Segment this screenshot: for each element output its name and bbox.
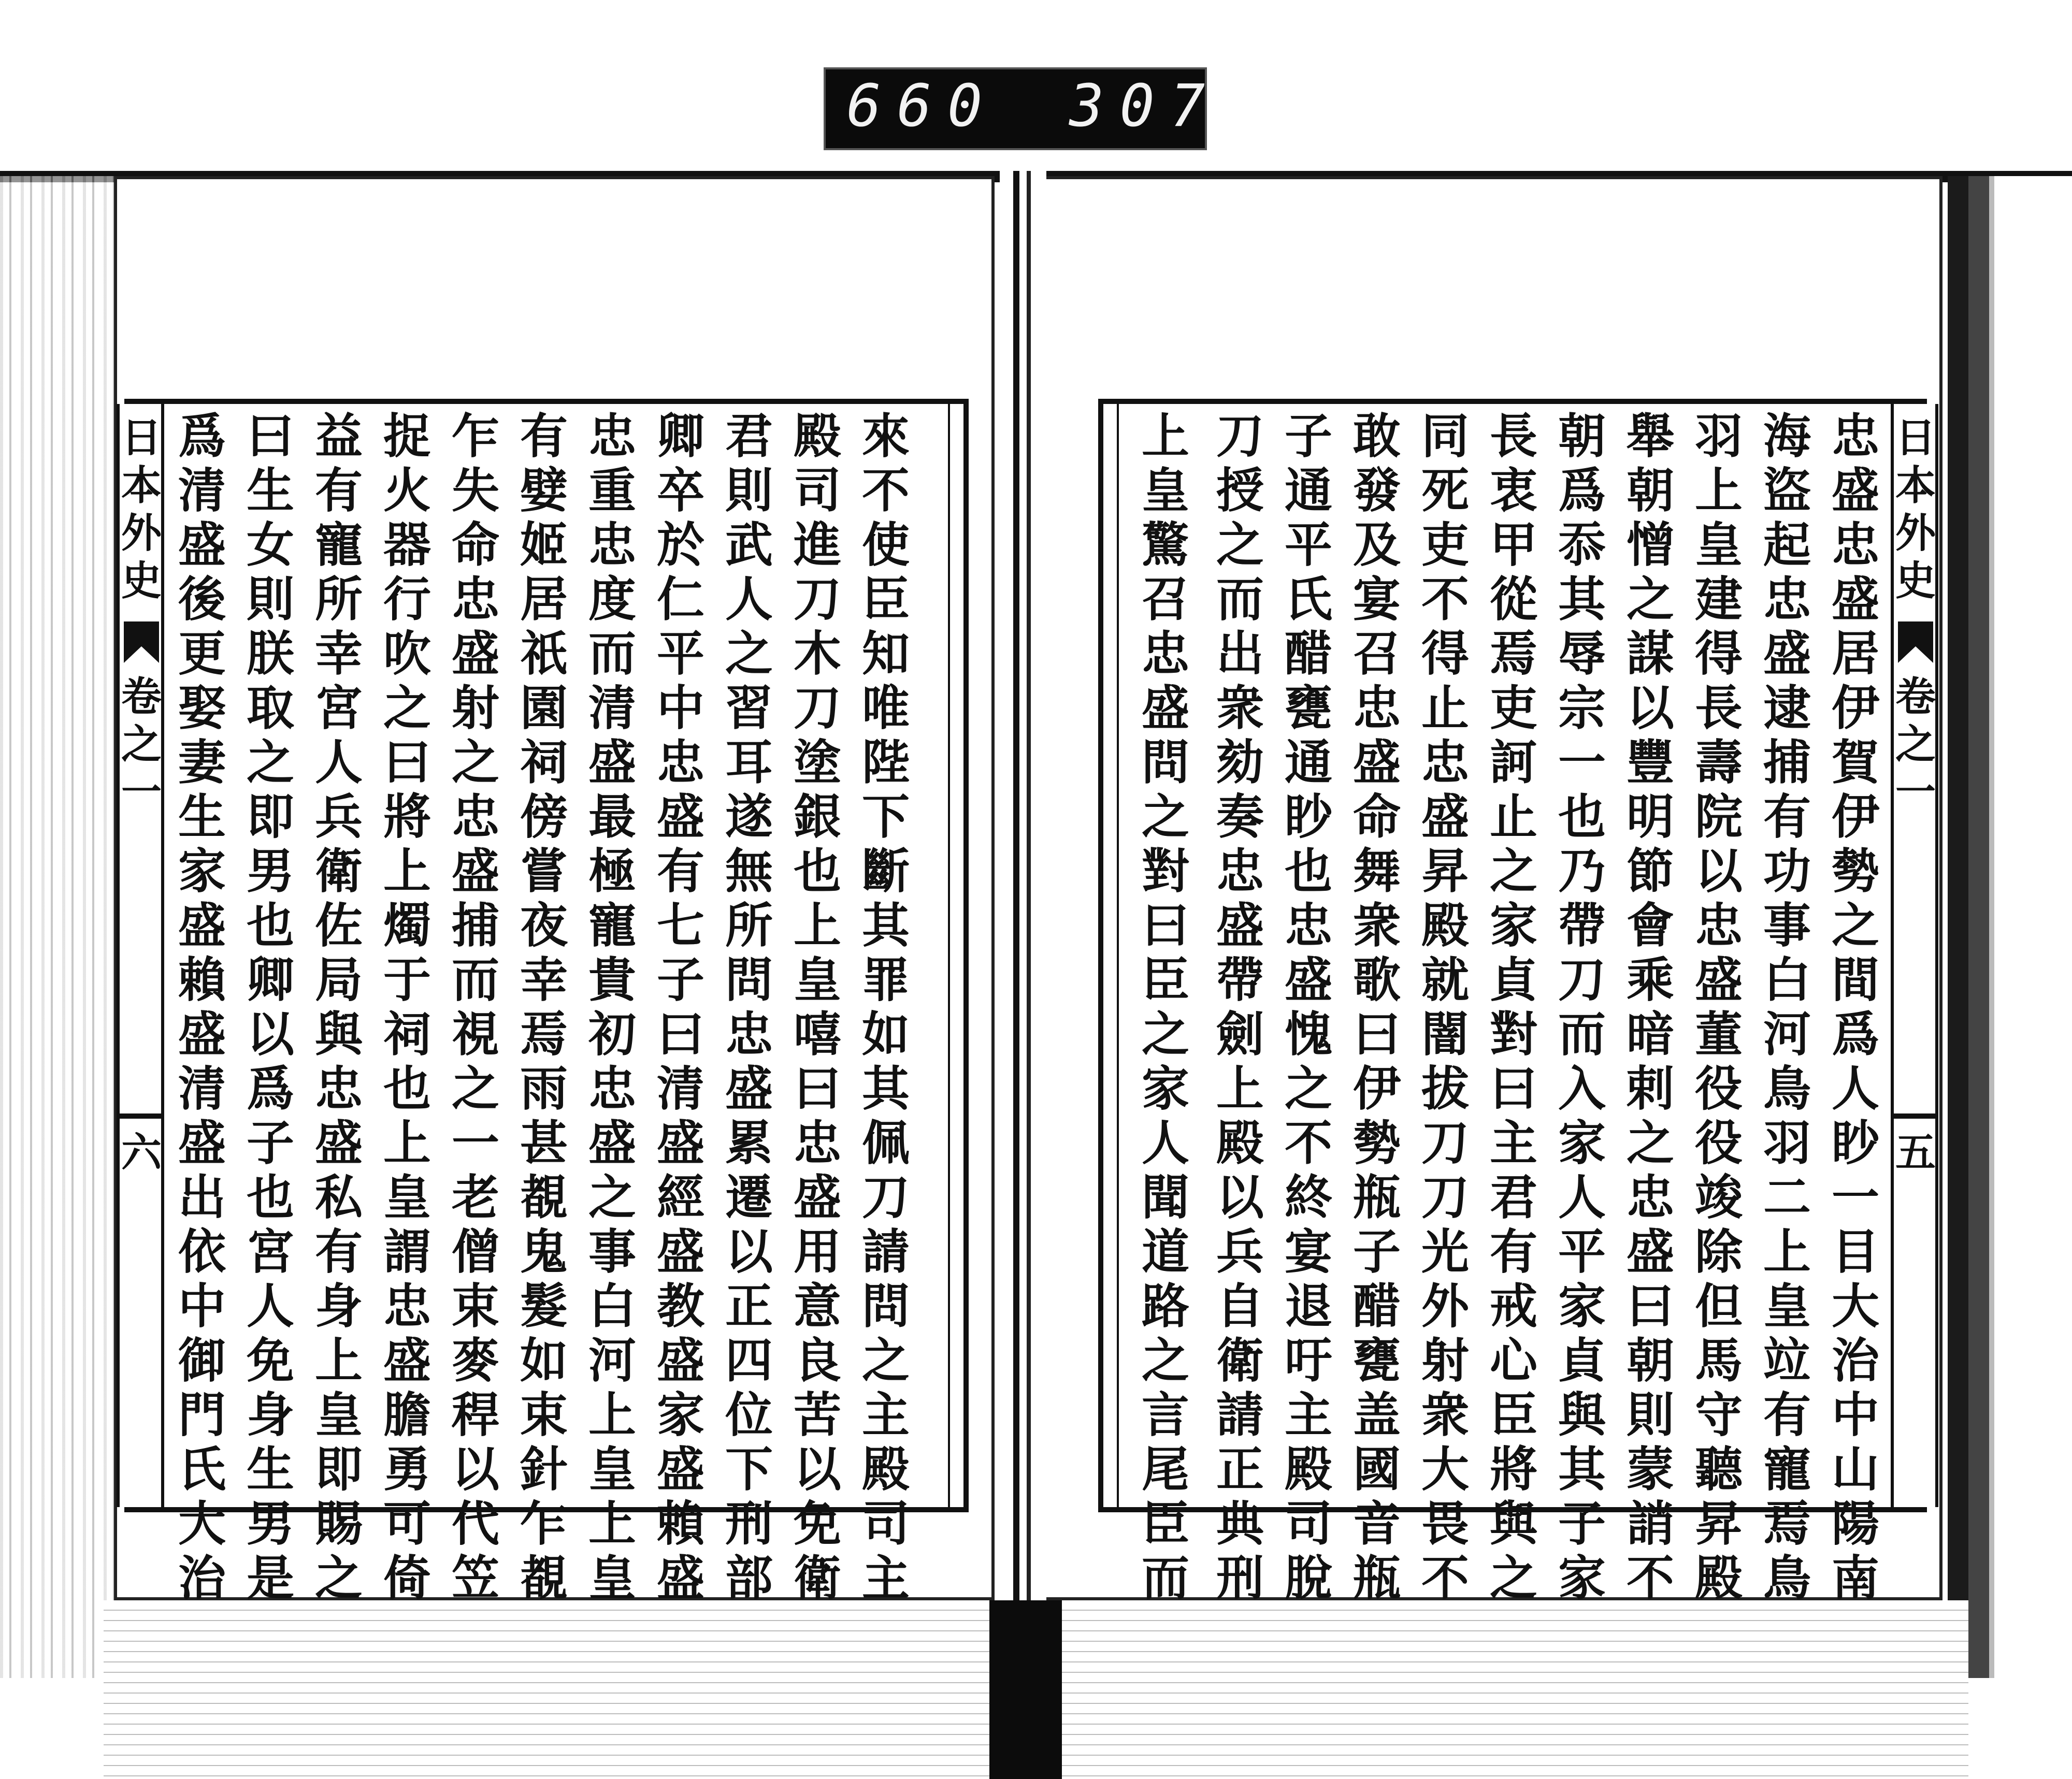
left-text-column: 捉火器行吹之曰將上燭于祠也上皇謂忠盛膽勇可倚 [383,408,431,1606]
microfilm-frame-label [824,67,1221,150]
film-roll-number: 660 [846,73,998,140]
book-left-edge [0,176,119,1678]
left-text-column: 益有寵所幸宮人兵衛佐局與忠盛私有身上皇即賜之 [314,408,363,1606]
left-text-column: 來不使臣知唯陛下斷其罪如其佩刀請問之主殿司主 [861,408,910,1606]
left-text-column: 殿司進刀木刀塗銀也上皇嘻曰忠盛用意良苦以免衛 [793,408,841,1606]
right-margin-title: 日本外史 [1895,414,1936,604]
margin-bar [120,1113,161,1119]
right-text-column: 長衷甲從焉吏訶止之家貞對曰主君有戒心臣將與之 [1489,408,1537,1606]
book-right-edge [1948,176,2072,1678]
right-text-column: 忠盛忠盛居伊賀伊勢之間爲人眇一目大治中山陽南 [1831,408,1879,1606]
right-margin-folio: 五 [1895,1129,1936,1176]
spine-shadow [989,1600,1062,1779]
right-text-column: 刀授之而出衆劾奏忠盛帶劍上殿以兵自衛請正典刑 [1216,408,1264,1606]
book-spine [1000,171,1046,1779]
margin-bar [1894,1113,1935,1119]
fish-tail-mark [1898,621,1933,663]
left-text-column: 乍失命忠盛射之忠盛捕而視之一老僧束麥稈以代笠 [451,408,499,1606]
right-text-column: 敢發及宴召忠盛命舞衆歌曰伊勢瓶子醋甕盖國音瓶 [1352,408,1401,1606]
right-text-column: 同死吏不得止忠盛昇殿就闇拔刀刀光外射衆大畏不 [1421,408,1469,1606]
left-page-margin [117,404,164,1507]
left-text-column: 君則武人之習耳遂無所問忠盛累遷以正四位下刑部 [725,408,773,1606]
right-margin-volume: 卷之一 [1895,673,1936,816]
right-text-column: 海盜起忠盛逮捕有功事白河鳥羽二上皇竝有寵焉鳥 [1763,408,1811,1606]
left-margin-folio: 六 [121,1129,162,1176]
left-text-column: 有嬖姬居祇園祠傍嘗夜幸焉雨甚覩鬼髮如束針乍覩 [520,408,568,1606]
fish-tail-mark [124,621,159,663]
right-page-margin [1891,404,1938,1507]
left-text-column: 忠重忠度而清盛最極寵貴初忠盛之事白河上皇上皇 [588,408,636,1606]
film-frame-number: 307 [1069,73,1221,140]
right-text-column: 羽上皇建得長壽院以忠盛董役役竣除但馬守聽昇殿 [1694,408,1743,1606]
right-text-column: 上皇驚召忠盛問之對曰臣之家人聞道路之言尾臣而 [1141,408,1189,1606]
left-margin-volume: 卷之一 [121,673,162,816]
left-margin-title: 日本外史 [121,414,162,604]
left-text-column: 爲清盛後更娶妻生家盛賴盛清盛出依中御門氏大治 [178,408,226,1606]
right-text-column: 子通平氏醋甕通眇也忠盛愧之不終宴退吁主殿司脫 [1284,408,1332,1606]
left-text-column: 卿卒於仁平中忠盛有七子曰清盛經盛教盛家盛賴盛 [656,408,704,1606]
right-text-column: 舉朝憎之謀以豐明節會乘暗剌之忠盛曰朝則蒙誚不 [1626,408,1674,1606]
right-text-column: 朝爲忝其辱宗一也乃帶刀而入家人平家貞與其子家 [1558,408,1606,1606]
left-text-column: 曰生女則朕取之即男也卿以爲子也宮人免身生男是 [246,408,294,1606]
